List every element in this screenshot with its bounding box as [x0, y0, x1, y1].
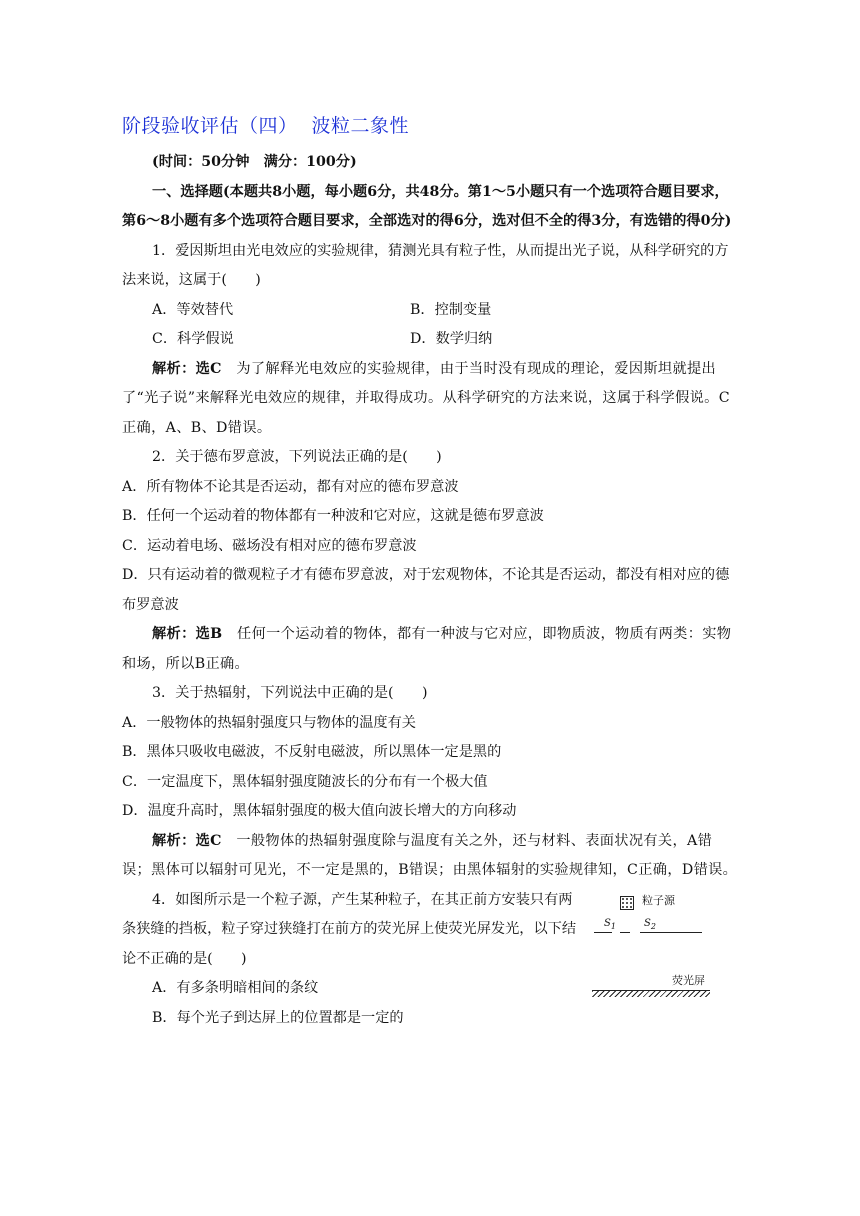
- q3-solution-label: 解析：选C: [152, 832, 222, 849]
- slit-s1-label: $S_1$: [604, 917, 616, 931]
- q3-stem: 3．关于热辐射，下列说法中正确的是( ): [152, 685, 428, 701]
- particle-source-label: 粒子源: [642, 893, 675, 907]
- q3-option-c: C．一定温度下，黑体辐射强度随波长的分布有一个极大值: [122, 773, 488, 790]
- section-title: 一、选择题: [152, 183, 223, 200]
- barrier-segment: [640, 932, 702, 933]
- q1-solution: [122, 355, 738, 444]
- q2-option-c: C．运动着电场、磁场没有相对应的德布罗意波: [122, 537, 417, 554]
- q2-option-a: A．所有物体不论其是否运动，都有对应的德布罗意波: [122, 478, 459, 495]
- q2-solution-label: 解析：选B: [152, 626, 223, 642]
- q1-solution-text: 为了解释光电效应的实验规律，由于当时没有现成的理论，爱因斯坦就提出了“光子说”来解释光电效应的规律，并取得成功。从科学研究的方法来说，这属于科学假说。C正确，A、B、D错误。: [122, 360, 730, 436]
- q4-stem: 4．如图所示是一个粒子源，产生某种粒子，在其正前方安装只有两条狭缝的挡板，粒子穿过狭缝打在前方的荧光屏上使荧光屏发光，以下结论不正确的是( ): [122, 891, 577, 967]
- q1-solution-label: 解析：选C: [152, 360, 222, 377]
- q2-stem: 2．关于德布罗意波，下列说法正确的是( ): [152, 449, 442, 465]
- section-desc: (本题共8小题，每小题6分，共48分。第1～5小题只有一个选项符合题目要求，第6～8小题有多个选项符合题目要求，全部选对的得6分，选对但不全的得3分，有选错的得0分): [122, 183, 732, 229]
- screen-label: 荧光屏: [672, 973, 705, 987]
- q1-option-b: B．控制变量: [410, 301, 492, 318]
- q2-solution-text: 任何一个运动着的物体，都有一种波与它对应，即物质波，物质有两类：实物和场，所以B正确。: [122, 626, 732, 672]
- q3-solution: [122, 827, 738, 886]
- q4-option-b: B．每个光子到达屏上的位置都是一定的: [152, 1009, 404, 1026]
- q3-option-d: D．温度升高时，黑体辐射强度的极大值向波长增大的方向移动: [122, 803, 517, 819]
- section-heading: [122, 178, 738, 237]
- title-main: 阶段验收评估（四）: [122, 115, 298, 137]
- q3-solution-text: 一般物体的热辐射强度除与温度有关之外，还与材料、表面状况有关，A错误；黑体可以辐射可见光，不一定是黑的，B错误；由黑体辐射的实验规律知，C正确，D错误。: [122, 832, 738, 878]
- q1-option-d: D．数学归纳: [410, 331, 493, 347]
- page-title: [122, 112, 738, 140]
- slit-s2-label: $S_2$: [644, 917, 656, 931]
- barrier-segment: [594, 932, 612, 933]
- fluorescent-screen: [592, 990, 710, 997]
- q3-option-b: B．黑体只吸收电磁波，不反射电磁波，所以黑体一定是黑的: [122, 744, 502, 760]
- q2-option-b: B．任何一个运动着的物体都有一种波和它对应，这就是德布罗意波: [122, 508, 544, 524]
- q4-block: [122, 886, 738, 1034]
- document-page: [122, 112, 738, 1033]
- title-sub: 波粒二象性: [311, 115, 410, 137]
- particle-source-icon: [620, 896, 634, 910]
- q3-option-a: A．一般物体的热辐射强度只与物体的温度有关: [122, 714, 416, 731]
- q1-options-row1: [122, 296, 738, 326]
- q1-option-a: A．等效替代: [152, 301, 234, 318]
- exam-meta: (时间：50分钟 满分：100分): [152, 154, 357, 170]
- q1-options-row2: [122, 325, 738, 355]
- q2-solution: [122, 620, 738, 679]
- double-slit-figure: [592, 890, 712, 1000]
- q1-option-c: C．科学假说: [152, 331, 234, 347]
- q2-option-d: D．只有运动着的微观粒子才有德布罗意波，对于宏观物体，不论其是否运动，都没有相对应的德布罗意波: [122, 567, 730, 613]
- q1-stem: 1．爱因斯坦由光电效应的实验规律，猜测光具有粒子性，从而提出光子说，从科学研究的方法来说，这属于( ): [122, 242, 729, 288]
- q4-option-a: A．有多条明暗相间的条纹: [152, 980, 319, 996]
- barrier-segment: [620, 932, 630, 933]
